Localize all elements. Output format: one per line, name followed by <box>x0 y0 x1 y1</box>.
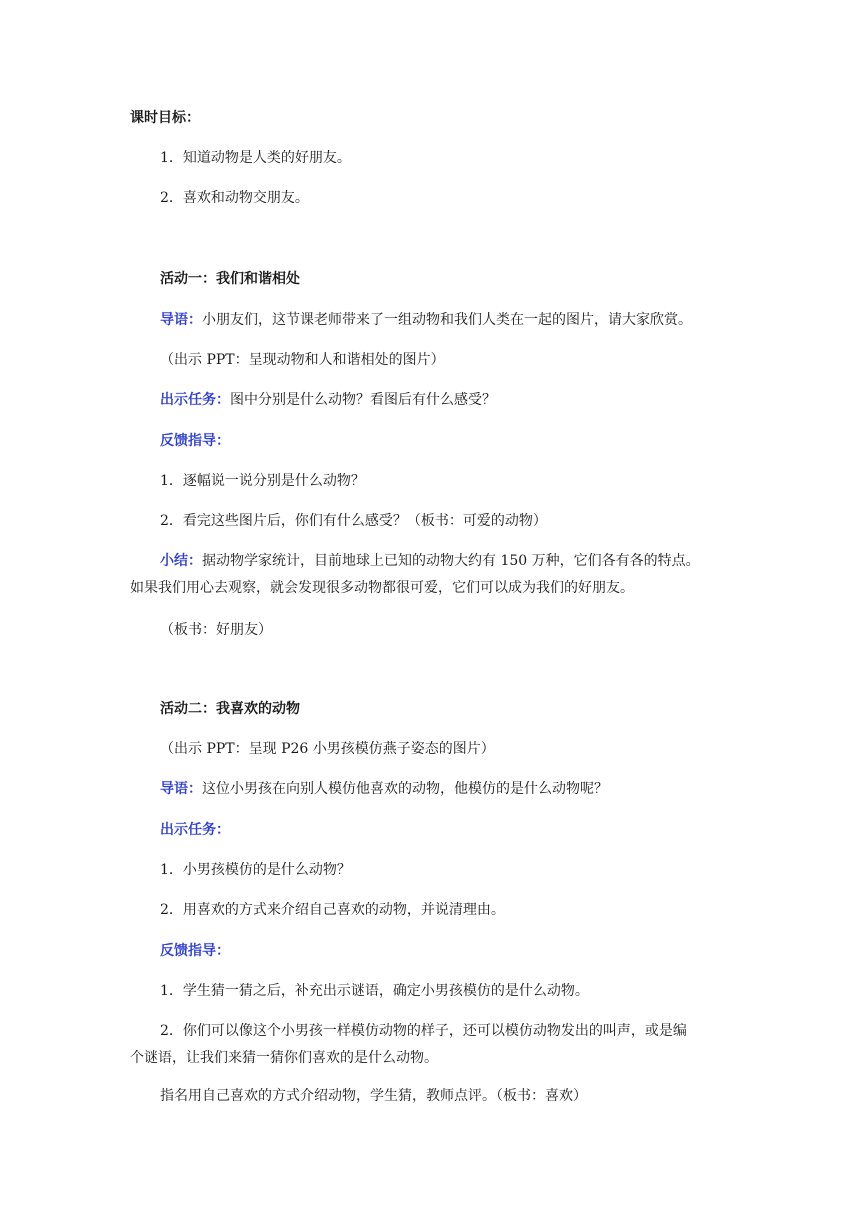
activity2-task-item-2: 2．用喜欢的方式来介绍自己喜欢的动物，并说清理由。 <box>160 902 505 918</box>
objective-item-2: 2．喜欢和动物交朋友。 <box>160 190 309 206</box>
activity1-summary-line-2: 如果我们用心去观察，就会发现很多动物都很可爱，它们可以成为我们的好朋友。 <box>130 580 634 596</box>
activity2-feedback-item-2-line-1: 2．你们可以像这个小男孩一样模仿动物的样子，还可以模仿动物发出的叫声，或是编 <box>160 1023 687 1039</box>
objective-item-1: 1．知道动物是人类的好朋友。 <box>160 150 351 166</box>
activity2-title: 活动二：我喜欢的动物 <box>160 701 300 717</box>
activity2-feedback-label: 反馈指导： <box>160 943 230 959</box>
activity2-task-item-1: 1．小男孩模仿的是什么动物？ <box>160 862 351 878</box>
activity1-summary-label: 小结： <box>160 553 202 569</box>
activity1-intro-label: 导语： <box>160 312 202 328</box>
activity2-intro-label: 导语： <box>160 781 202 797</box>
activity1-task-text: 图中分别是什么动物？看图后有什么感受？ <box>230 392 496 408</box>
activity1-intro-text: 小朋友们，这节课老师带来了一组动物和我们人类在一起的图片，请大家欣赏。 <box>202 312 692 328</box>
activity1-title: 活动一：我们和谐相处 <box>160 271 300 287</box>
activity1-summary-line-1: 据动物学家统计，目前地球上已知的动物大约有 150 万种，它们各有各的特点。 <box>202 553 700 569</box>
activity2-intro <box>160 779 608 799</box>
activity1-task <box>160 390 496 410</box>
activity2-feedback-item-2-line-2: 个谜语，让我们来猜一猜你们喜欢的是什么动物。 <box>130 1050 438 1066</box>
activity1-summary <box>160 551 700 571</box>
activity2-feedback-item-1: 1．学生猜一猜之后，补充出示谜语，确定小男孩模仿的是什么动物。 <box>160 983 589 999</box>
activity2-ppt-note: （出示 PPT：呈现 P26 小男孩模仿燕子姿态的图片） <box>160 741 495 757</box>
activity2-task-label: 出示任务： <box>160 822 230 838</box>
objectives-title: 课时目标： <box>130 110 200 126</box>
activity1-task-label: 出示任务： <box>160 392 230 408</box>
activity1-board-note: （板书：好朋友） <box>160 622 272 638</box>
activity1-ppt-note: （出示 PPT：呈现动物和人和谐相处的图片） <box>160 352 445 368</box>
activity1-intro <box>160 310 692 330</box>
activity2-intro-text: 这位小男孩在向别人模仿他喜欢的动物，他模仿的是什么动物呢？ <box>202 781 608 797</box>
activity1-feedback-label: 反馈指导： <box>160 433 230 449</box>
activity1-feedback-item-1: 1．逐幅说一说分别是什么动物？ <box>160 473 365 489</box>
activity2-closing: 指名用自己喜欢的方式介绍动物，学生猜，教师点评。（板书：喜欢） <box>160 1088 587 1104</box>
activity1-feedback-item-2: 2．看完这些图片后，你们有什么感受？（板书：可爱的动物） <box>160 513 547 529</box>
